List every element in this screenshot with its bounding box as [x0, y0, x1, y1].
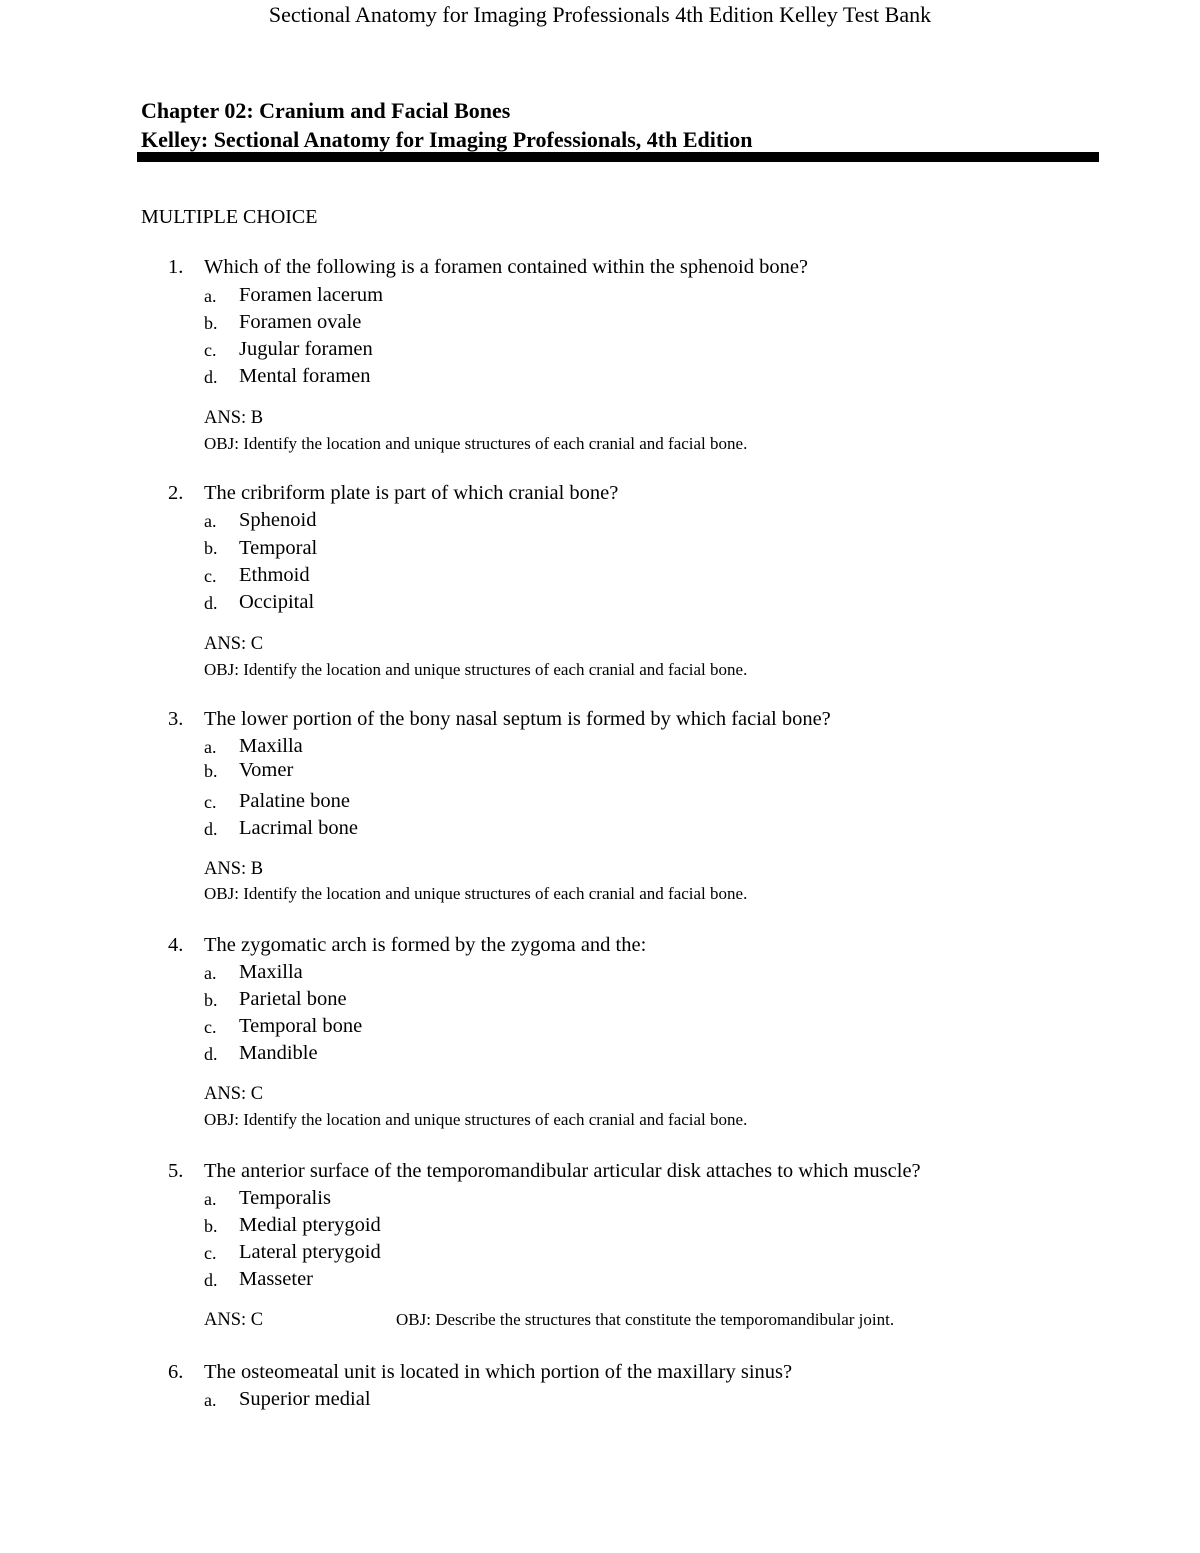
objective: OBJ: Identify the location and unique structures of each cranial and facial bone. [204, 1110, 748, 1129]
option-letter: c. [204, 1243, 217, 1263]
option-letter: d. [204, 1270, 218, 1290]
option-text: Temporal [239, 537, 318, 559]
option-letter: a. [204, 1189, 217, 1209]
question-number: 6. [168, 1361, 184, 1383]
option-text: Parietal bone [239, 988, 347, 1010]
question-text: The cribriform plate is part of which cranial bone? [204, 482, 619, 504]
option-text: Mandible [239, 1042, 318, 1064]
option-text: Lateral pterygoid [239, 1241, 381, 1263]
option-letter: d. [204, 1044, 218, 1064]
question-text: The lower portion of the bony nasal septum is formed by which facial bone? [204, 708, 831, 730]
objective: OBJ: Describe the structures that constitute the temporomandibular joint. [396, 1310, 895, 1329]
option-letter: a. [204, 963, 217, 983]
question-text: The zygomatic arch is formed by the zygoma and the: [204, 934, 647, 956]
option-letter: a. [204, 511, 217, 531]
question-number: 3. [168, 708, 184, 730]
option-text: Maxilla [239, 735, 303, 757]
option-letter: b. [204, 990, 218, 1010]
objective: OBJ: Identify the location and unique structures of each cranial and facial bone. [204, 434, 748, 453]
option-letter: a. [204, 737, 217, 757]
objective: OBJ: Identify the location and unique structures of each cranial and facial bone. [204, 660, 748, 679]
title-block [141, 96, 1099, 154]
option-letter: a. [204, 286, 217, 306]
option-text: Temporalis [239, 1187, 331, 1209]
title-rule [137, 152, 1099, 162]
option-letter: b. [204, 1216, 218, 1236]
question-text: Which of the following is a foramen contained within the sphenoid bone? [204, 256, 809, 278]
question-text: The osteomeatal unit is located in which portion of the maxillary sinus? [204, 1361, 793, 1383]
option-letter: c. [204, 1017, 217, 1037]
option-text: Sphenoid [239, 509, 317, 531]
question-number: 2. [168, 482, 184, 504]
option-text: Palatine bone [239, 790, 351, 812]
answer-key: ANS: C [204, 1310, 264, 1330]
answer-key: ANS: B [204, 408, 264, 428]
chapter-title: Chapter 02: Cranium and Facial Bones [141, 98, 511, 123]
option-text: Superior medial [239, 1388, 371, 1410]
option-text: Masseter [239, 1268, 314, 1290]
option-letter: a. [204, 1390, 217, 1410]
running-header: Sectional Anatomy for Imaging Professionals 4th Edition Kelley Test Bank [268, 2, 932, 27]
book-title: Kelley: Sectional Anatomy for Imaging Professionals, 4th Edition [141, 127, 753, 152]
answer-key: ANS: B [204, 859, 264, 879]
option-text: Foramen lacerum [239, 284, 384, 306]
option-letter: b. [204, 313, 218, 333]
answer-key: ANS: C [204, 634, 264, 654]
question-number: 5. [168, 1160, 184, 1182]
option-text: Temporal bone [239, 1015, 363, 1037]
option-letter: c. [204, 792, 217, 812]
section-heading: MULTIPLE CHOICE [141, 206, 318, 228]
option-text: Occipital [239, 591, 315, 613]
question-number: 4. [168, 934, 184, 956]
option-text: Medial pterygoid [239, 1214, 381, 1236]
answer-key: ANS: C [204, 1084, 264, 1104]
option-text: Jugular foramen [239, 338, 373, 360]
option-letter: b. [204, 761, 218, 781]
option-letter: b. [204, 538, 218, 558]
option-letter: d. [204, 593, 218, 613]
option-text: Ethmoid [239, 564, 310, 586]
option-text: Lacrimal bone [239, 817, 358, 839]
option-text: Foramen ovale [239, 311, 362, 333]
option-letter: c. [204, 566, 217, 586]
option-text: Vomer [239, 759, 294, 781]
option-letter: d. [204, 819, 218, 839]
option-text: Maxilla [239, 961, 303, 983]
question-text: The anterior surface of the temporomandibular articular disk attaches to which muscle? [204, 1160, 921, 1182]
option-letter: c. [204, 340, 217, 360]
option-text: Mental foramen [239, 365, 371, 387]
objective: OBJ: Identify the location and unique structures of each cranial and facial bone. [204, 884, 748, 903]
option-letter: d. [204, 367, 218, 387]
question-number: 1. [168, 256, 184, 278]
